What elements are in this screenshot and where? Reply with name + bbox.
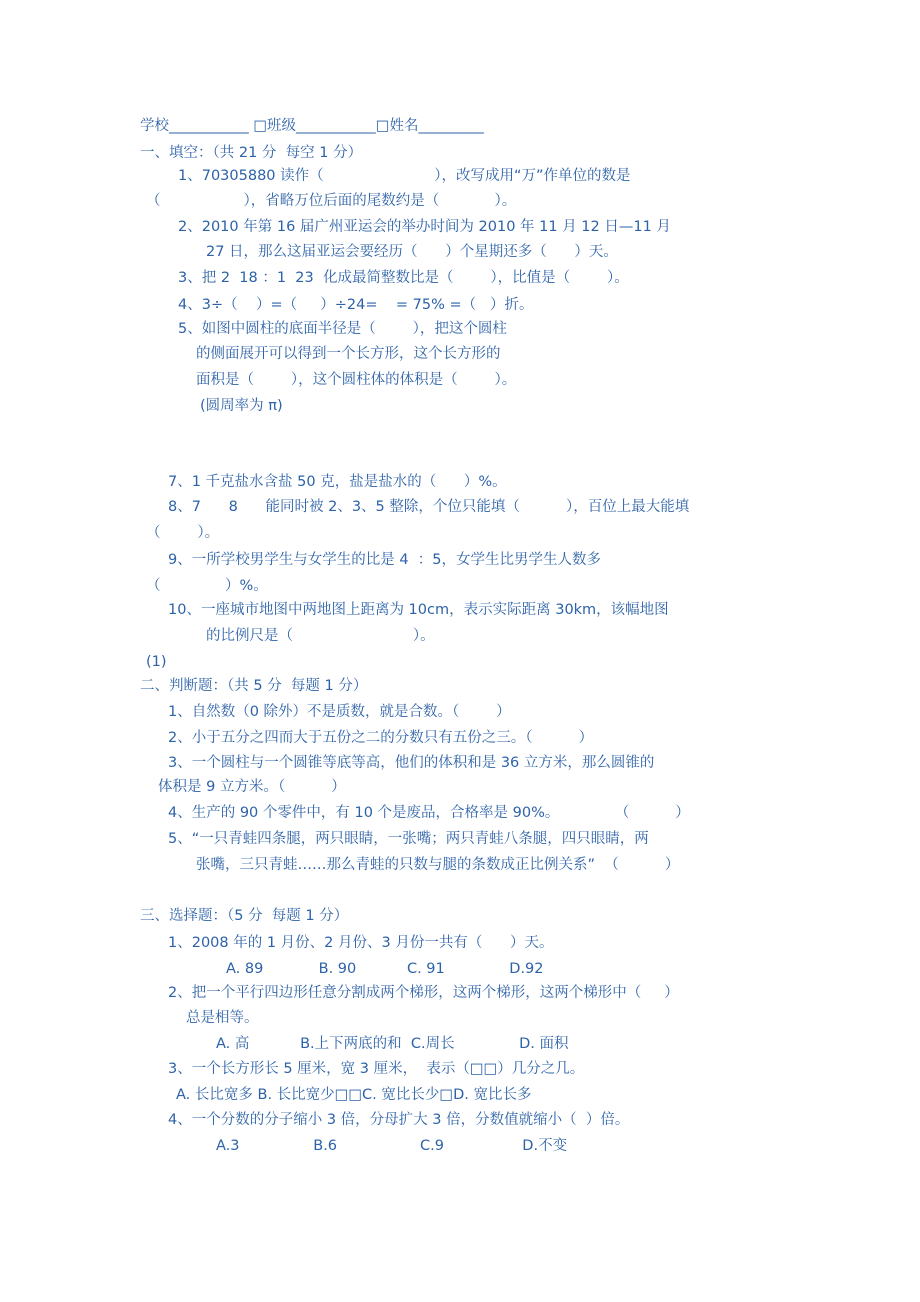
s2-line-4: 体积是 9 立方米。（ ） [158, 779, 346, 795]
s1-line-4: 27 日，那么这届亚运会要经历（ ）个星期还多（ ）天。 [206, 244, 618, 260]
s3-line-1: 1、2008 年的 1 月份、2 月份、3 月份一共有（ ）天。 [168, 935, 554, 951]
s1-line-10: (圆周率为 π) [200, 398, 283, 414]
s2-line-2: 2、小于五分之四而大于五份之二的分数只有五份之三。（ ） [168, 730, 594, 746]
s3-line-8: 4、一个分数的分子缩小 3 倍，分母扩大 3 倍，分数值就缩小（ ）倍。 [168, 1112, 630, 1128]
section1-title: 一、填空：（共 21 分 每空 1 分） [140, 145, 363, 161]
s2-line-7: 张嘴，三只青蛙……那么青蛙的只数与腿的条数成正比例关系” （ ） [196, 857, 680, 873]
s1-line-13: （ ）。 [146, 525, 220, 541]
header-line: 学校___________ □班级___________□姓名_________ [140, 118, 484, 134]
s1-line-6: 4、3÷（ ）=（ ）÷24= = 75% =（ ）折。 [178, 297, 534, 313]
s3-line-7: A. 长比宽多 B. 长比宽少□□C. 宽比长少□D. 宽比长多 [176, 1087, 532, 1103]
s2-line-6: 5、“一只青蛙四条腿，两只眼睛，一张嘴；两只青蛙八条腿，四只眼睛，两 [168, 831, 649, 847]
s2-line-1: 1、自然数（0 除外）不是质数，就是合数。（ ） [168, 704, 511, 720]
s3-line-4: 总是相等。 [186, 1010, 259, 1026]
s1-line-12: 8、7 8 能同时被 2、3、5 整除，个位只能填（ ），百位上最大能填 [168, 499, 690, 515]
s1-line-8: 的侧面展开可以得到一个长方形，这个长方形的 [196, 346, 501, 362]
s1-line-7: 5、如图中圆柱的底面半径是（ ），把这个圆柱 [178, 321, 507, 337]
s3-line-2: A. 89 B. 90 C. 91 D.92 [226, 961, 544, 977]
s1-line-16: 10、一座城市地图中两地图上距离为 10cm，表示实际距离 30km，该幅地图 [168, 602, 669, 618]
s1-line-14: 9、一所学校男学生与女学生的比是 4 ：5，女学生比男学生人数多 [168, 552, 602, 568]
section3-title: 三、选择题：（5 分 每题 1 分） [140, 908, 349, 924]
s1-line-2: （ ），省略万位后面的尾数约是（ ）。 [146, 193, 517, 209]
s1-line-1: 1、70305880 读作（ ），改写成用“万”作单位的数是 [178, 168, 631, 184]
s3-line-3: 2、把一个平行四边形任意分割成两个梯形，这两个梯形，这两个梯形中（ ） [168, 985, 679, 1001]
s3-line-5: A. 高 B.上下两底的和 C.周长 D. 面积 [216, 1036, 569, 1052]
s2-line-3: 3、一个圆柱与一个圆锥等底等高，他们的体积和是 36 立方米，那么圆锥的 [168, 755, 655, 771]
s2-line-5: 4、生产的 90 个零件中，有 10 个是废品，合格率是 90%。 （ ） [168, 805, 690, 821]
section2-title: 二、判断题：（共 5 分 每题 1 分） [140, 678, 368, 694]
s1-line-15: （ ）%。 [146, 578, 268, 594]
s1-line-17: 的比例尺是（ ）。 [206, 628, 435, 644]
s1-line-18: (1) [146, 654, 167, 670]
s1-line-3: 2、2010 年第 16 届广州亚运会的举办时间为 2010 年 11 月 12 日—11 月 [178, 219, 671, 235]
s3-line-9: A.3 B.6 C.9 D.不变 [216, 1138, 568, 1154]
s1-line-9: 面积是（ ），这个圆柱体的体积是（ ）。 [196, 372, 517, 388]
s3-line-6: 3、一个长方形长 5 厘米，宽 3 厘米， 表示（□□）几分之几。 [168, 1061, 585, 1077]
s1-line-5: 3、把 2 18 ：1 23 化成最简整数比是（ ），比值是（ ）。 [178, 270, 629, 286]
s1-line-11: 7、1 千克盐水含盐 50 克，盐是盐水的（ ）%。 [168, 474, 507, 490]
